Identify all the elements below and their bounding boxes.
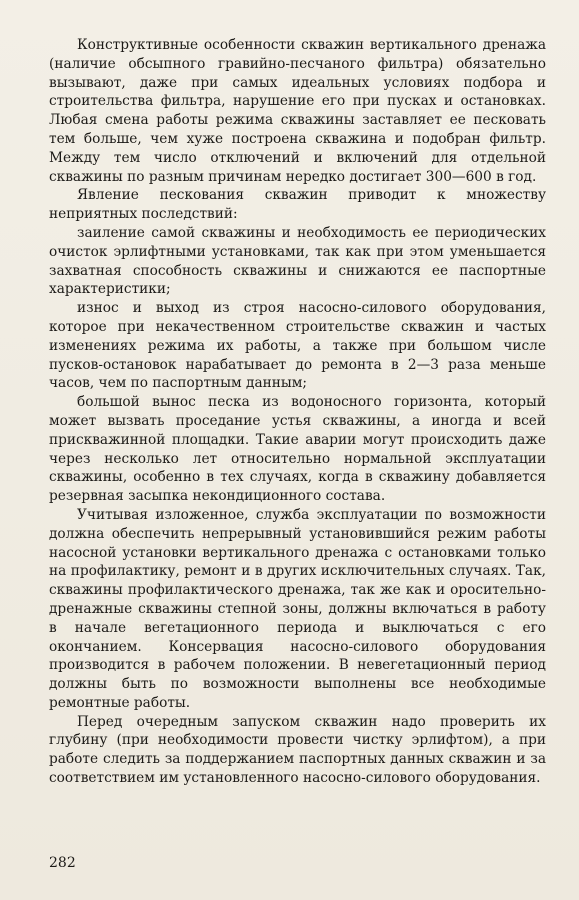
body-text (49, 36, 546, 788)
paragraph-3: заиление самой скважины и необходимость ее периодических очисток эрлифтными установками, так как при этом уменьшается захватная способность скважины и снижаются ее паспортные характеристики; (49, 224, 546, 298)
paragraph-5: большой вынос песка из водоносного горизонта, который может вызвать проседание устья скважины, а иногда и всей прискважинной площадки. Такие аварии могут происходить даже через несколько лет относительно нормальной эксплуатации скважины, особенно в тех случаях, когда в скважину добавляется резервная засыпка некондиционного состава. (49, 394, 546, 505)
paragraph-4: износ и выход из строя насосно-силового оборудования, которое при некачественном строительстве скважин и частых изменениях режима их работы, а также при большом числе пусков-остановок нарабатывает до ремонта в 2—3 раза меньше часов, чем по паспортным данным; (49, 300, 546, 392)
paragraph-6: Учитывая изложенное, служба эксплуатации по возможности должна обеспечить непрерывный установившийся режим работы насосной установки вертикального дренажа с остановками только на профилактику, ремонт и в других исключительных случаях. Так, скважины профилактического дренажа, так же как и оросительно-дренажные скважины степной зоны, должны включаться в работу в начале вегетационного периода и выключаться с его окончанием. Консервация насосно-силового оборудования производится в рабочем положении. В невегетационный период должны быть по возможности выполнены все необходимые ремонтные работы. (49, 506, 546, 711)
paragraph-1: Конструктивные особенности скважин вертикального дренажа (наличие обсыпного гравийно-песчаного фильтра) обязательно вызывают, даже при самых идеальных условиях подбора и строительства фильтра, нарушение его при пусках и остановках. Любая смена работы режима скважины заставляет ее песковать тем больше, чем хуже построена скважина и подобран фильтр. Между тем число отключений и включений для отдельной скважины по разным причинам нередко достигает 300—600 в год. (49, 37, 546, 185)
paragraph-7: Перед очередным запуском скважин надо проверить их глубину (при необходимости провести чистку эрлифтом), а при работе следить за поддержанием паспортных данных скважин и за соответствием им установленного насосно-силового оборудования. (49, 713, 546, 787)
paragraph-2: Явление пескования скважин приводит к множеству неприятных последствий: (49, 187, 546, 223)
page-number: 282 (49, 855, 76, 871)
